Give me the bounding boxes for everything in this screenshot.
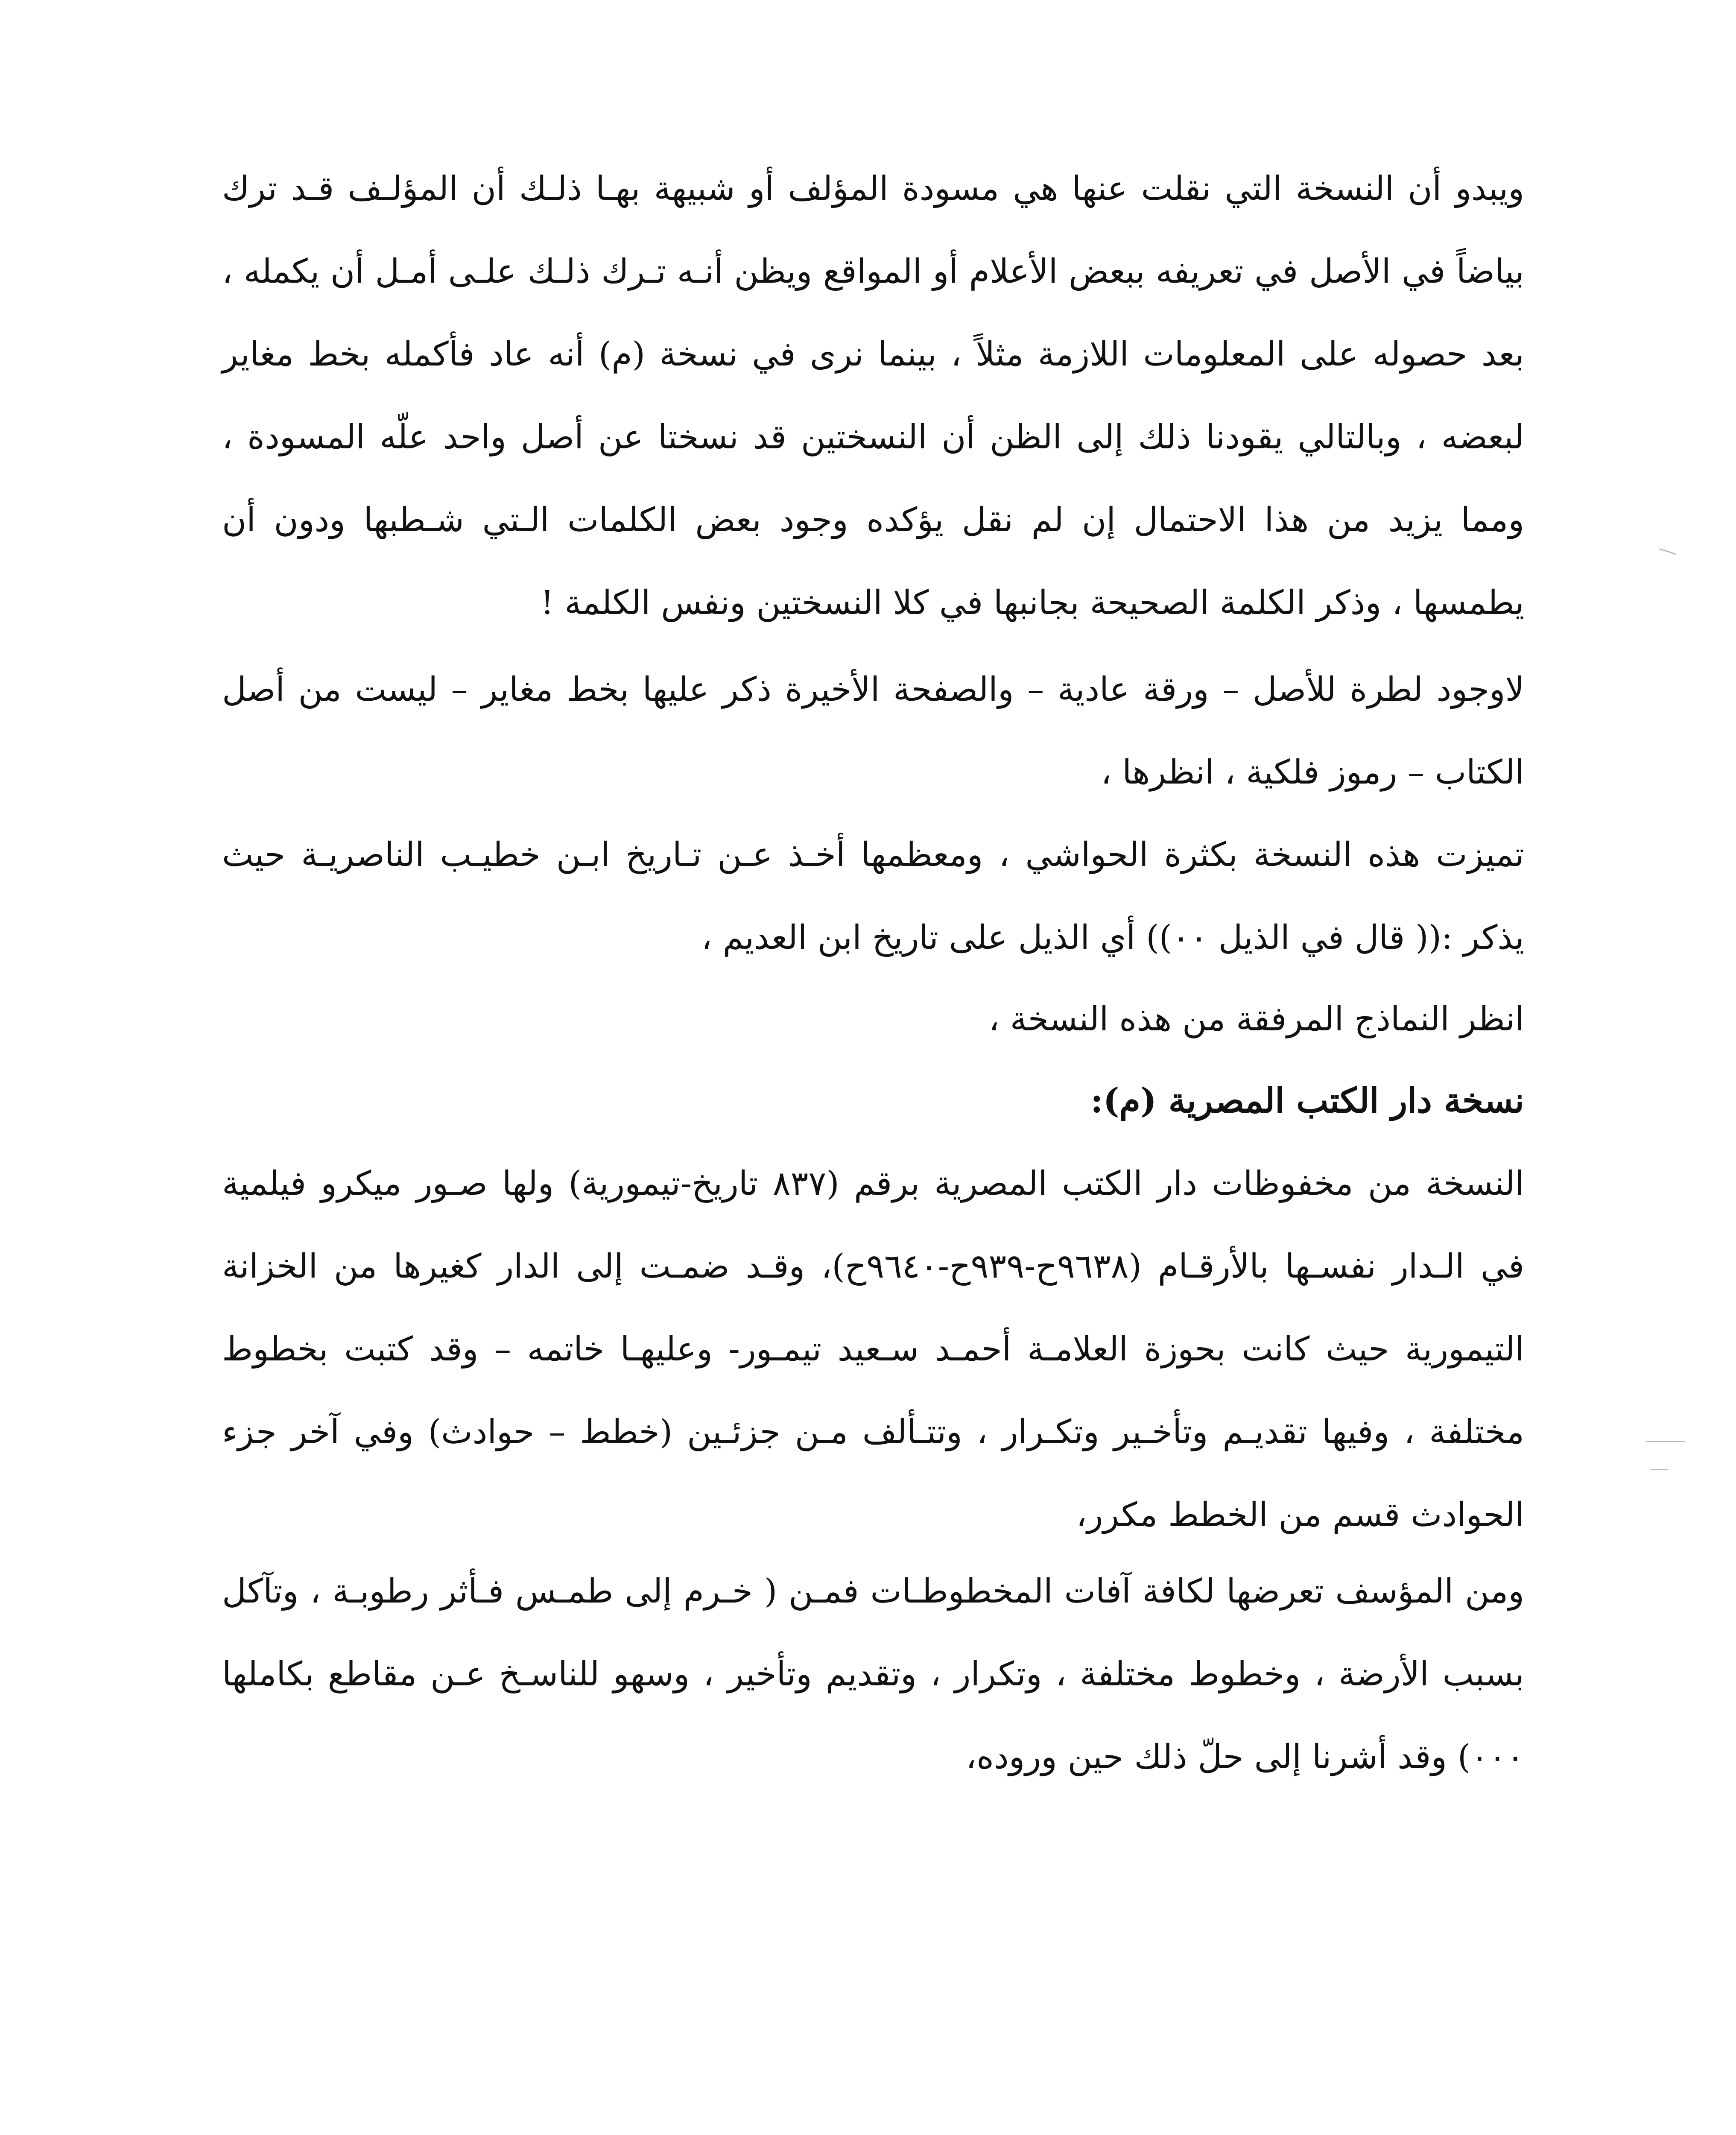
scan-artifact: [1660, 548, 1676, 555]
paragraph-text: ويبدو أن النسخة التي نقلت عنها هي مسودة المؤلف أو شبيهة بهـا ذلـك أن المؤلـف قـد ترك بياضاً في الأصل في تعريفه ببعض الأعلام أو المواقع ويظن أنـه تـرك ذلـك علـى أمـل أن يكمله ، بعد حصوله على المعلومات اللازمة مثلاً ، بينما نرى في نسخة (م) أنه عاد فأكمله بخط مغاير لبعضه ، وبالتالي يقودنا ذلك إلى الظن أن النسختين قد نسختا عن أصل واحد علّه المسودة ، ومما يزيد من هذا الاحتمال إن لم نقل يؤكده وجود بعض الكلمات الـتي شـطبها ودون أن يطمسها ، وذكر الكلمة الصحيحة بجانبها في كلا النسختين ونفس الكلمة !: [222, 170, 1524, 622]
section-heading: نسخة دار الكتب المصرية (م):: [1090, 1080, 1524, 1120]
paragraph-text: ومن المؤسف تعرضها لكافة آفات المخطوطـات فمـن ( خـرم إلى طمـس فـأثر رطوبـة ، وتآكل بسبب الأرضة ، وخطوط مختلفة ، وتكرار ، وتقديم وتأخير ، وسهو للناسـخ عـن مقاطع بكاملها ٠٠٠) وقد أشرنا إلى حلّ ذلك حين وروده،: [222, 1572, 1524, 1776]
paragraph-text: النسخة من مخفوظات دار الكتب المصرية برقم (٨٣٧ تاريخ-تيمورية) ولها صـور ميكرو فيلمية في الـدار نفسـها بالأرقـام (٩٦٣٨ح-٩٣٩ح-٩٦٤٠ح)، وقـد ضمـت إلى الدار كغيرها من الخزانة التيمورية حيث كانت بحوزة العلامـة أحمـد سـعيد تيمـور- وعليهـا خاتمه – وقد كتبت بخطوط مختلفة ، وفيها تقديـم وتأخـير وتكـرار ، وتتـألف مـن جزئـين (خطط – حوادث) وفي آخر جزء الحوادث قسم من الخطط مكرر،: [222, 1164, 1524, 1534]
paragraph-margins-note: [222, 813, 1593, 979]
paragraph-text: تميزت هذه النسخة بكثرة الحواشي ، ومعظمها أخـذ عـن تـاريخ ابـن خطيـب الناصريـة حيث يذكر :(( قال في الذيل ٠٠)) أي الذيل على تاريخ ابن العديم ،: [222, 836, 1524, 957]
paragraph-text: لاوجود لطرة للأصل – ورقة عادية – والصفحة الأخيرة ذكر عليها بخط مغاير – ليست من أصل الكتاب – رموز فلكية ، انظرها ،: [222, 670, 1524, 792]
paragraph-text: انظر النماذج المرفقة من هذه النسخة ،: [988, 1000, 1524, 1038]
scan-artifact: [1651, 1469, 1668, 1470]
paragraph-title-page-note: [222, 648, 1593, 814]
paragraph-manuscript-draft: [222, 147, 1593, 644]
paragraph-manuscript-damage: [222, 1550, 1593, 1799]
paragraph-samples-note: [222, 978, 1593, 1061]
scan-artifact: [1646, 1441, 1685, 1442]
paragraph-egyptian-library-copy: [222, 1142, 1593, 1556]
